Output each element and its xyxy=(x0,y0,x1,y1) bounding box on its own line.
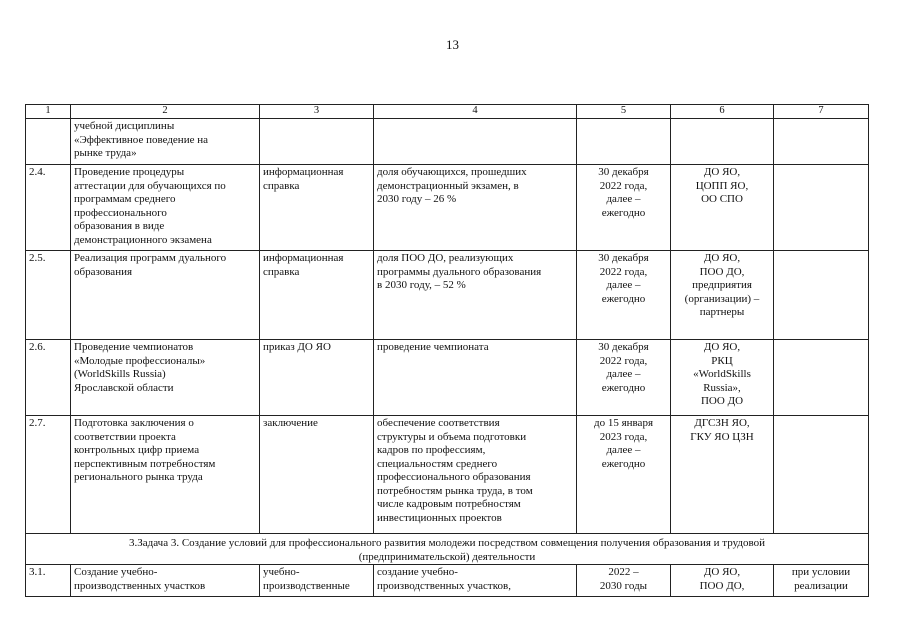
document-type: учебно- производственные xyxy=(260,565,374,597)
page-number: 13 xyxy=(446,37,459,52)
table-row xyxy=(26,119,869,165)
plan-table xyxy=(25,104,869,597)
indicator: создание учебно- производственных участков, xyxy=(374,565,577,597)
deadline: 30 декабря 2022 года, далее – ежегодно xyxy=(577,251,671,340)
note: при условии реализации xyxy=(774,565,869,597)
header-col-4: 4 xyxy=(374,105,577,119)
note xyxy=(774,416,869,534)
executor: ДО ЯО, ЦОПП ЯО, ОО СПО xyxy=(671,165,774,251)
row-number: 2.7. xyxy=(26,416,71,534)
header-col-2: 2 xyxy=(71,105,260,119)
row-number xyxy=(26,119,71,165)
document-type xyxy=(260,119,374,165)
measure-name: Проведение чемпионатов «Молодые профессионалы» (WorldSkills Russia) Ярославской области xyxy=(71,340,260,416)
header-col-5: 5 xyxy=(577,105,671,119)
deadline: 30 декабря 2022 года, далее – ежегодно xyxy=(577,340,671,416)
measure-name: Создание учебно- производственных участков xyxy=(71,565,260,597)
table-row xyxy=(26,251,869,340)
measure-name: Реализация программ дуального образования xyxy=(71,251,260,340)
executor: ДГСЗН ЯО, ГКУ ЯО ЦЗН xyxy=(671,416,774,534)
task-heading: 3.Задача 3. Создание условий для профессионального развития молодежи посредством совмещения получения образования и трудовой (предпринимательской) деятельности xyxy=(26,534,869,565)
header-col-1: 1 xyxy=(26,105,71,119)
table-row xyxy=(26,165,869,251)
table-row xyxy=(26,416,869,534)
header-col-7: 7 xyxy=(774,105,869,119)
row-number: 2.4. xyxy=(26,165,71,251)
executor: ДО ЯО, РКЦ «WorldSkills Russia», ПОО ДО xyxy=(671,340,774,416)
note xyxy=(774,119,869,165)
task-row xyxy=(26,534,869,565)
executor: ДО ЯО, ПОО ДО, xyxy=(671,565,774,597)
row-number: 3.1. xyxy=(26,565,71,597)
indicator: обеспечение соответствия структуры и объема подготовки кадров по профессиям, специальностям среднего профессионального образования потребностям рынка труда, в том числе кадровым потребностям инвестиционных проектов xyxy=(374,416,577,534)
row-number: 2.5. xyxy=(26,251,71,340)
table-row xyxy=(26,565,869,597)
document-type: заключение xyxy=(260,416,374,534)
deadline: до 15 января 2023 года, далее – ежегодно xyxy=(577,416,671,534)
document-type: информационная справка xyxy=(260,165,374,251)
header-row xyxy=(26,105,869,119)
indicator: доля обучающихся, прошедших демонстрационный экзамен, в 2030 году – 26 % xyxy=(374,165,577,251)
executor xyxy=(671,119,774,165)
executor: ДО ЯО, ПОО ДО, предприятия (организации) – партнеры xyxy=(671,251,774,340)
measure-name: Подготовка заключения о соответствии проекта контрольных цифр приема перспективным потребностям регионального рынка труда xyxy=(71,416,260,534)
row-number: 2.6. xyxy=(26,340,71,416)
indicator: доля ПОО ДО, реализующих программы дуального образования в 2030 году, – 52 % xyxy=(374,251,577,340)
note xyxy=(774,251,869,340)
header-col-3: 3 xyxy=(260,105,374,119)
deadline: 2022 – 2030 годы xyxy=(577,565,671,597)
deadline: 30 декабря 2022 года, далее – ежегодно xyxy=(577,165,671,251)
note xyxy=(774,340,869,416)
indicator: проведение чемпионата xyxy=(374,340,577,416)
deadline xyxy=(577,119,671,165)
document-type: приказ ДО ЯО xyxy=(260,340,374,416)
document-type: информационная справка xyxy=(260,251,374,340)
table-row xyxy=(26,340,869,416)
indicator xyxy=(374,119,577,165)
measure-name: учебной дисциплины «Эффективное поведение на рынке труда» xyxy=(71,119,260,165)
measure-name: Проведение процедуры аттестации для обучающихся по программам среднего профессионального образования в виде демонстрационного экзамена xyxy=(71,165,260,251)
note xyxy=(774,165,869,251)
header-col-6: 6 xyxy=(671,105,774,119)
